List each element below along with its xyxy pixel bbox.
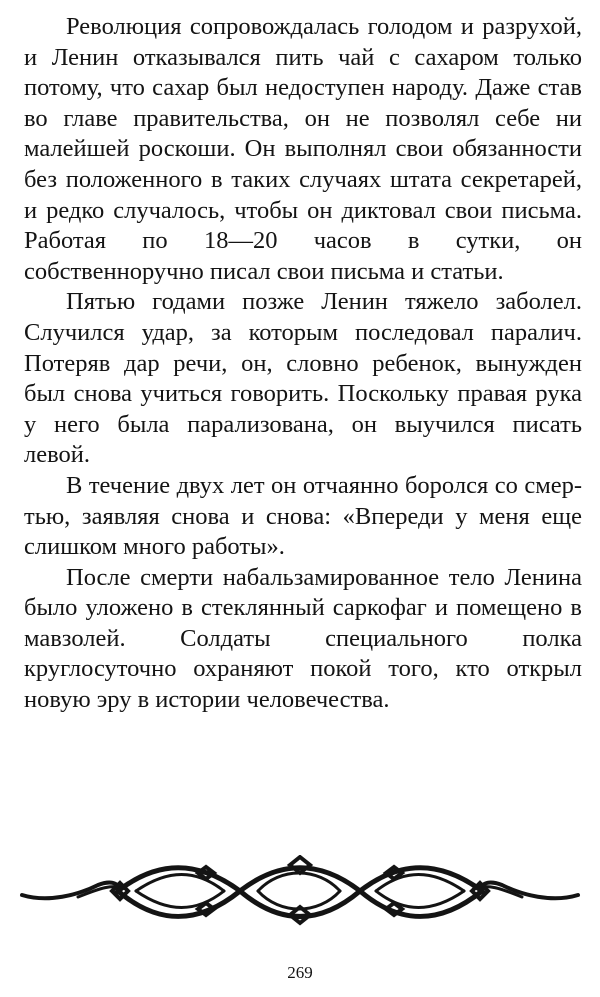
paragraph-4: После смерти набальзамированное тело Ленина было уложено в стеклянный саркофаг и помещено в мавзолей. Солдаты специального полка круглосуточно охраняют покой того, кто открыл новую эру в истории человечества. bbox=[24, 563, 582, 714]
page-number: 269 bbox=[287, 963, 313, 982]
page-body bbox=[24, 12, 582, 716]
celtic-knot-divider-icon bbox=[18, 855, 582, 945]
paragraph-3: В течение двух лет он отчаянно боролся со смертью, заявляя снова и снова: «Впереди у меня еще слишком много работы». bbox=[24, 471, 582, 561]
paragraph-2: Пятью годами позже Ленин тяжело заболел. Случился удар, за которым последовал паралич. Потеряв дар речи, он, словно ребенок, вынужден был снова учиться говорить. Поскольку правая рука у него была парализована, он выучился писать левой. bbox=[24, 288, 582, 469]
paragraph-1: Революция сопровождалась голодом и разрухой, и Ленин отказывался пить чай с сахаром только потому, что сахар был недоступен народу. Даже став во главе правительства, он не позволял себе ни малейшей роскоши. Он выполнял свои обязанности без положенного в таких случаях штата секретарей, и редко случалось, чтобы он диктовал свои письма. Работая по 18—20 часов в сутки, он собственноручно писал свои письма и статьи. bbox=[24, 13, 582, 285]
